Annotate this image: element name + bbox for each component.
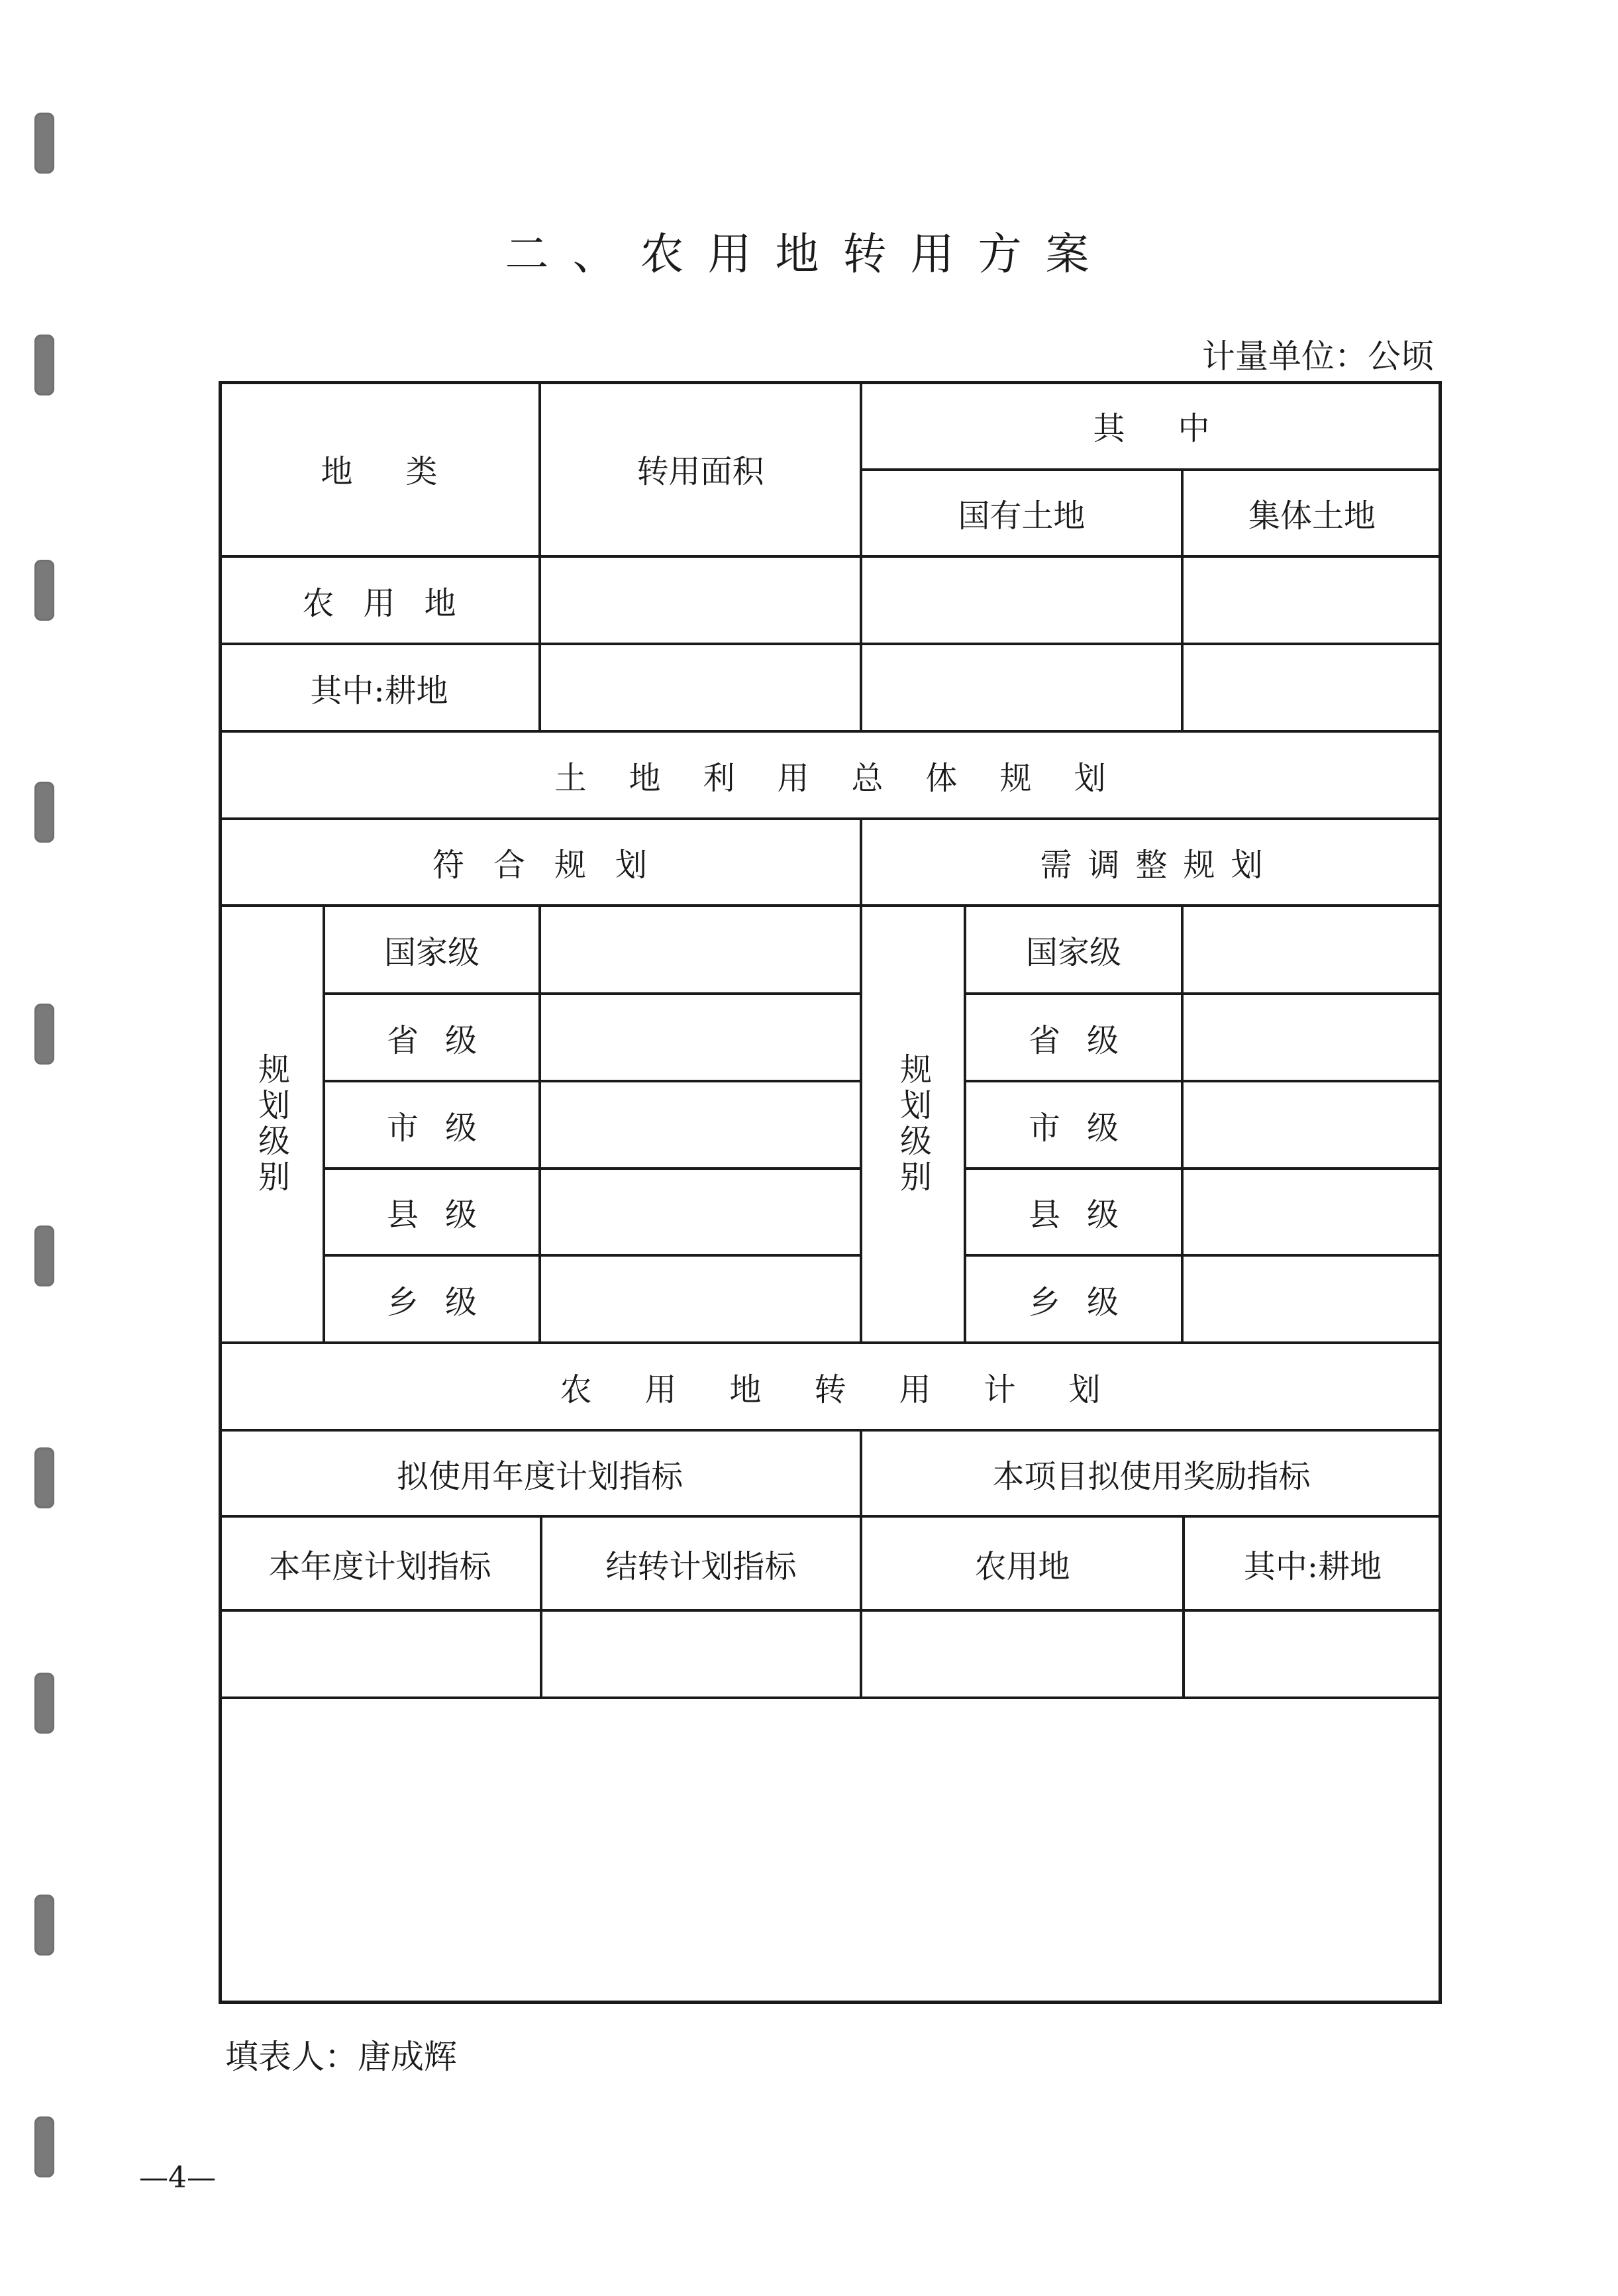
section-master-plan: 土地利用总体规划	[554, 759, 1148, 797]
label-plan-level-right	[861, 906, 965, 1343]
table-rule	[219, 1696, 1442, 1699]
section-conversion-plan: 农用地转用计划	[560, 1371, 1154, 1408]
page-title: 二、农用地转用方案	[505, 229, 1113, 280]
level-county: 县级	[386, 1196, 503, 1233]
level-township: 乡级	[1028, 1283, 1145, 1321]
header-conforming: 符合规划	[432, 847, 676, 884]
header-cultivated: 其中:耕地	[1243, 1547, 1382, 1585]
binder-hole	[34, 782, 54, 843]
label-plan-level-left	[219, 906, 324, 1343]
level-national: 国家级	[1025, 934, 1121, 971]
binder-hole	[34, 1226, 54, 1286]
binder-hole	[34, 2116, 54, 2177]
binder-hole	[34, 1673, 54, 1734]
row-label-farmland: 农用地	[302, 584, 485, 622]
level-township: 乡级	[386, 1283, 503, 1321]
header-land-type: 地类	[321, 453, 491, 490]
binder-hole	[34, 1004, 54, 1065]
header-converted-area: 转用面积	[636, 453, 764, 490]
level-provincial: 省级	[386, 1021, 503, 1059]
plan-level-text: 规划级别	[894, 1053, 932, 1196]
level-national: 国家级	[383, 934, 480, 971]
binder-hole	[34, 1895, 54, 1956]
header-collective-land: 集体土地	[1248, 497, 1376, 535]
filler-label: 填表人：唐成辉	[225, 2038, 457, 2076]
binder-hole	[34, 113, 54, 174]
page-number: —4—	[139, 2161, 216, 2195]
header-farmland: 农用地	[974, 1547, 1070, 1585]
header-of-which: 其中	[1093, 409, 1263, 447]
binder-hole	[34, 335, 54, 395]
header-annual-quota: 拟使用年度计划指标	[396, 1457, 683, 1495]
row-label-cultivated: 其中:耕地	[310, 672, 448, 709]
unit-label: 计量单位：公顷	[1202, 337, 1434, 376]
plan-level-text: 规划级别	[252, 1053, 290, 1196]
header-reward-quota: 本项目拟使用奖励指标	[992, 1457, 1311, 1495]
level-provincial: 省级	[1028, 1021, 1145, 1059]
binder-hole	[34, 560, 54, 621]
level-city: 市级	[386, 1109, 503, 1147]
header-this-year-quota: 本年度计划指标	[268, 1547, 491, 1585]
level-city: 市级	[1028, 1109, 1145, 1147]
header-state-land: 国有土地	[958, 497, 1086, 535]
binder-hole	[34, 1447, 54, 1508]
level-county: 县级	[1028, 1196, 1145, 1233]
header-needs-adjust: 需调整规划	[1040, 847, 1279, 884]
header-carryover-quota: 结转计划指标	[605, 1547, 797, 1585]
